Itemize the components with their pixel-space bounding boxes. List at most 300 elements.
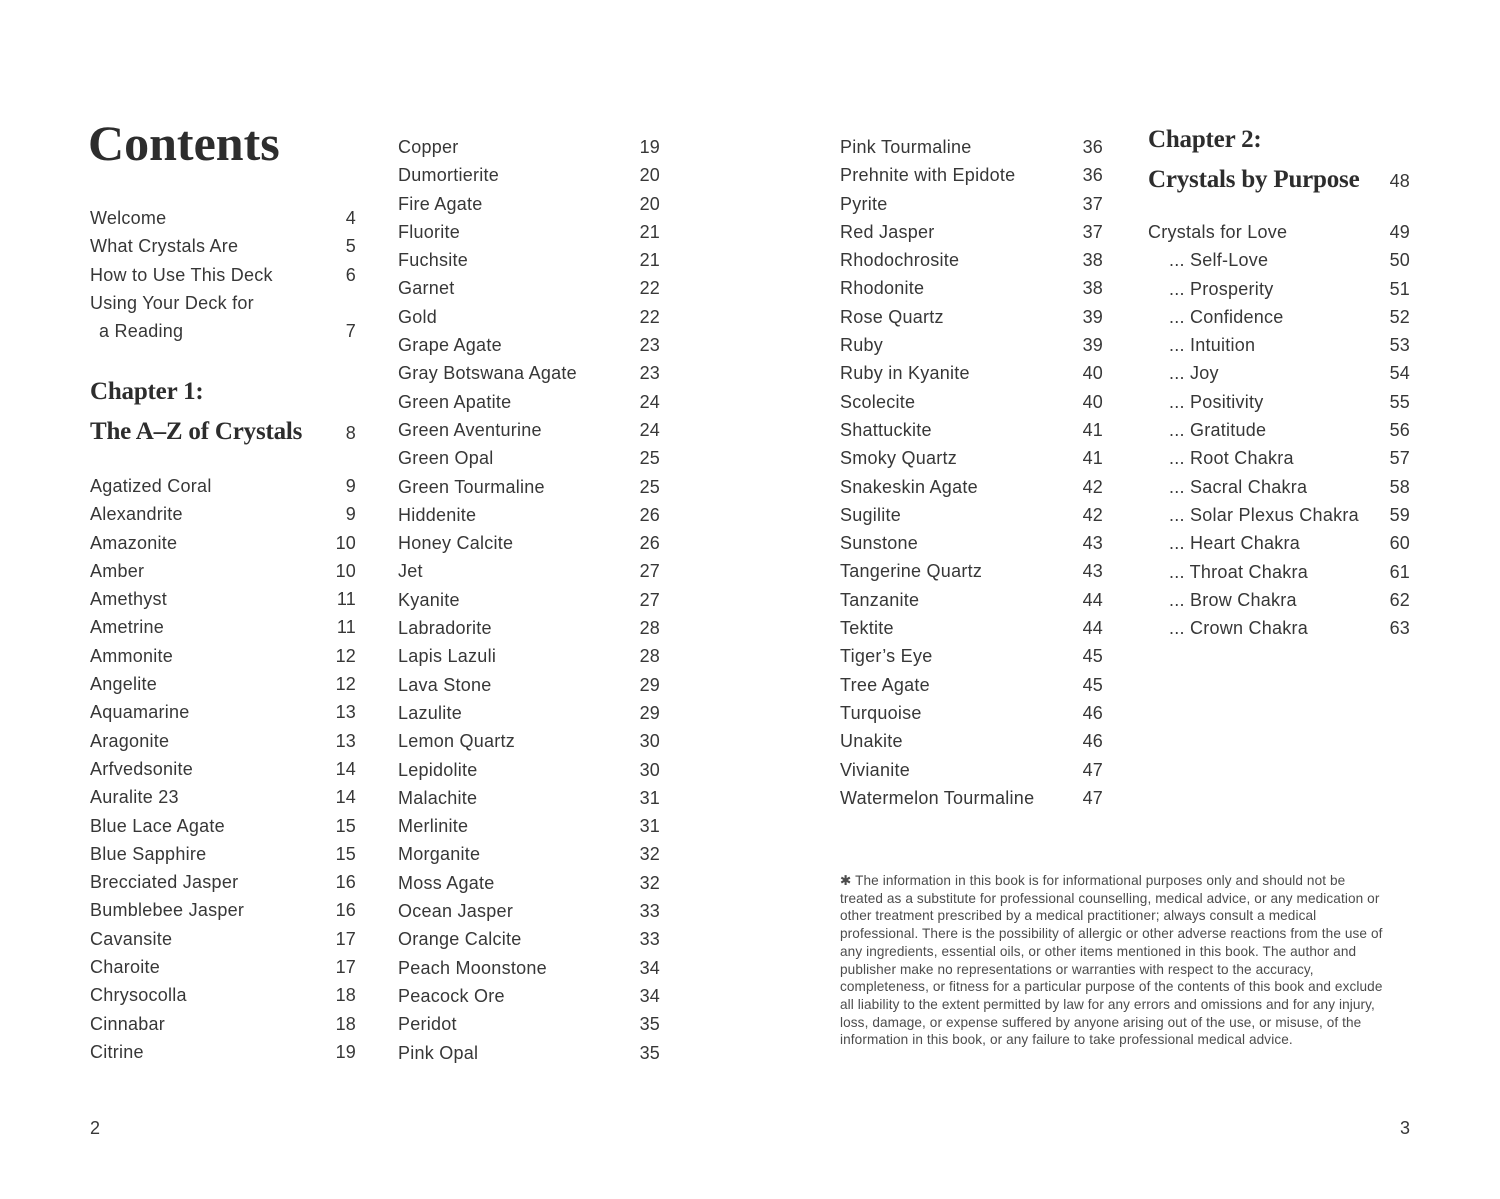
toc-entry-label: Green Opal	[398, 448, 494, 469]
toc-entry-label: Lapis Lazuli	[398, 646, 497, 667]
toc-entry	[90, 204, 356, 232]
toc-entry	[90, 925, 356, 953]
toc-entry-page: 45	[1082, 646, 1103, 667]
toc-entry-label: Amethyst	[90, 589, 168, 610]
toc-entry-page: 61	[1389, 561, 1410, 582]
toc-entry	[398, 897, 660, 925]
toc-entry	[840, 246, 1103, 274]
toc-entry-page: 46	[1082, 702, 1103, 723]
toc-entry	[398, 274, 660, 302]
toc-entry-page: 56	[1389, 420, 1410, 441]
toc-entry-label: Shattuckite	[840, 419, 932, 440]
toc-entry-label: Green Tourmaline	[398, 476, 545, 497]
toc-entry-page: 20	[639, 165, 660, 186]
toc-entry	[398, 359, 660, 387]
right-page-folio: 3	[1399, 1118, 1410, 1138]
toc-entry	[398, 642, 660, 670]
toc-entry	[398, 812, 660, 840]
toc-entry-page: 37	[1082, 193, 1103, 214]
toc-entry-page: 21	[639, 221, 660, 242]
toc-entry-page: 10	[335, 560, 356, 581]
toc-entry-label: Arfvedsonite	[90, 758, 194, 779]
toc-entry	[840, 303, 1103, 331]
toc-entry-label: Unakite	[840, 731, 903, 752]
toc-entry-page: 60	[1389, 533, 1410, 554]
toc-entry-page: 40	[1082, 391, 1103, 412]
toc-entry-label: Tree Agate	[840, 674, 930, 695]
toc-entry-label: Lazulite	[398, 702, 463, 723]
toc-entry-label: Labradorite	[398, 618, 492, 639]
toc-entry	[840, 359, 1103, 387]
toc-entry-page: 47	[1082, 787, 1103, 808]
toc-entry-label: Ocean Jasper	[398, 901, 514, 922]
toc-entry	[840, 161, 1103, 189]
toc-entry-label: Pink Opal	[398, 1042, 479, 1063]
toc-entry-page: 24	[639, 419, 660, 440]
toc-entry	[90, 613, 356, 641]
toc-entry-label: Bumblebee Jasper	[90, 900, 245, 921]
toc-entry-page: 16	[335, 900, 356, 921]
toc-entry	[1148, 614, 1410, 642]
toc-entry-label: Peridot	[398, 1014, 457, 1035]
toc-entry-page: 12	[335, 645, 356, 666]
toc-entry-page: 42	[1082, 476, 1103, 497]
toc-entry	[90, 727, 356, 755]
toc-entry-page: 31	[639, 816, 660, 837]
toc-entry-page: 18	[335, 1013, 356, 1034]
toc-entry	[840, 416, 1103, 444]
toc-entry-page: 34	[639, 985, 660, 1006]
toc-entry-page: 33	[639, 901, 660, 922]
toc-entry-page: 17	[335, 928, 356, 949]
toc-entry-page: 29	[639, 674, 660, 695]
toc-entry-page: 53	[1389, 335, 1410, 356]
toc-entry-label: Dumortierite	[398, 165, 500, 186]
toc-entry-label: ... Solar Plexus Chakra	[1169, 504, 1359, 525]
toc-entry	[398, 699, 660, 727]
toc-entry-page: 42	[1082, 504, 1103, 525]
toc-entry	[398, 473, 660, 501]
toc-entry	[840, 388, 1103, 416]
toc-entry-page: 63	[1389, 618, 1410, 639]
toc-entry-page: 47	[1082, 759, 1103, 780]
toc-entry-label: Watermelon Tourmaline	[840, 787, 1035, 808]
chapter1-page-number: 8	[345, 423, 356, 443]
toc-entry-page: 15	[335, 843, 356, 864]
toc-entry	[90, 755, 356, 783]
chapter1-label: Chapter 1:	[90, 378, 204, 405]
toc-entry	[398, 1010, 660, 1038]
toc-entry-label: Amber	[90, 560, 145, 581]
toc-entry-label: ... Gratitude	[1169, 420, 1267, 441]
toc-entry-label: Blue Lace Agate	[90, 815, 225, 836]
toc-entry-label: Using Your Deck for a Reading	[90, 292, 254, 342]
toc-entry-page: 21	[639, 250, 660, 271]
toc-entry-label: Crystals for Love	[1148, 222, 1288, 242]
front-matter-list	[90, 204, 356, 345]
toc-entry-label: Sunstone	[840, 533, 919, 554]
chapter2-title: Crystals by Purpose	[1148, 166, 1360, 193]
toc-entry	[398, 303, 660, 331]
toc-entry	[840, 133, 1103, 161]
toc-entry	[398, 416, 660, 444]
toc-entry	[398, 190, 660, 218]
toc-entry-page: 10	[335, 532, 356, 553]
toc-entry-label: Rhodochrosite	[840, 250, 960, 271]
toc-entry-label: Moss Agate	[398, 872, 495, 893]
toc-entry	[90, 868, 356, 896]
toc-entry-page: 13	[335, 702, 356, 723]
toc-column-1	[90, 472, 356, 1066]
toc-entry-label: Fuchsite	[398, 250, 469, 271]
toc-entry-label: Rose Quartz	[840, 306, 944, 327]
toc-entry-page: 13	[335, 730, 356, 751]
toc-entry	[840, 756, 1103, 784]
toc-entry	[840, 331, 1103, 359]
toc-entry	[398, 784, 660, 812]
toc-entry	[398, 614, 660, 642]
toc-entry	[1148, 444, 1410, 472]
toc-entry-label: ... Self-Love	[1169, 250, 1269, 271]
toc-entry-page: 36	[1082, 165, 1103, 186]
toc-entry-page: 30	[639, 731, 660, 752]
toc-entry-label: Fire Agate	[398, 193, 483, 214]
toc-entry	[398, 869, 660, 897]
toc-entry	[1148, 246, 1410, 274]
toc-entry-label: Auralite 23	[90, 787, 179, 808]
toc-entry-label: Honey Calcite	[398, 533, 514, 554]
toc-entry-page: 26	[639, 533, 660, 554]
toc-entry	[90, 529, 356, 557]
toc-entry-label: Tangerine Quartz	[840, 561, 983, 582]
toc-entry	[90, 500, 356, 528]
toc-entry-page: 9	[345, 476, 356, 496]
toc-entry	[840, 784, 1103, 812]
toc-entry-page: 33	[639, 929, 660, 950]
toc-entry	[398, 218, 660, 246]
toc-entry-label: Kyanite	[398, 589, 460, 610]
toc-entry-label: Green Aventurine	[398, 419, 542, 440]
toc-entry	[398, 501, 660, 529]
toc-entry-page: 57	[1389, 448, 1410, 469]
toc-column-4	[1148, 218, 1410, 642]
toc-entry	[398, 586, 660, 614]
toc-entry	[398, 331, 660, 359]
toc-entry	[1148, 359, 1410, 387]
chapter1-heading	[90, 372, 356, 453]
toc-entry-label: Lepidolite	[398, 759, 478, 780]
toc-entry-page: 44	[1082, 618, 1103, 639]
toc-entry	[90, 585, 356, 613]
toc-entry-page: 9	[345, 504, 356, 525]
toc-entry	[398, 925, 660, 953]
toc-entry	[840, 473, 1103, 501]
toc-entry	[398, 1039, 660, 1067]
toc-entry-label: Jet	[398, 561, 423, 582]
toc-column-2	[398, 133, 660, 1067]
toc-entry-label: Ruby	[840, 335, 884, 356]
toc-entry-page: 36	[1082, 137, 1103, 157]
toc-entry-label: Sugilite	[840, 504, 902, 525]
toc-entry-page: 28	[639, 618, 660, 639]
toc-entry	[1148, 331, 1410, 359]
toc-entry-label: Tiger’s Eye	[840, 646, 933, 667]
toc-entry-page: 38	[1082, 250, 1103, 271]
toc-entry-page: 30	[639, 759, 660, 780]
toc-entry	[1148, 586, 1410, 614]
toc-entry-label: How to Use This Deck	[90, 264, 273, 285]
toc-entry	[840, 190, 1103, 218]
toc-entry-page: 5	[345, 236, 356, 257]
contents-title: Contents	[88, 115, 280, 171]
toc-entry	[90, 981, 356, 1009]
toc-entry	[1148, 303, 1410, 331]
toc-entry	[398, 954, 660, 982]
toc-entry	[398, 982, 660, 1010]
toc-entry	[1148, 416, 1410, 444]
toc-entry-label: Prehnite with Epidote	[840, 165, 1016, 186]
toc-entry-page: 19	[335, 1041, 356, 1062]
toc-entry-label: Gray Botswana Agate	[398, 363, 577, 384]
toc-entry-page: 49	[1389, 222, 1410, 242]
toc-entry	[90, 698, 356, 726]
toc-entry-label: Gold	[398, 306, 438, 327]
toc-entry-page: 29	[639, 702, 660, 723]
toc-entry-label: Citrine	[90, 1041, 144, 1062]
toc-entry-label: Peacock Ore	[398, 985, 505, 1006]
toc-entry-label: Green Apatite	[398, 391, 512, 412]
toc-entry-page: 50	[1389, 250, 1410, 271]
toc-entry-label: Merlinite	[398, 816, 469, 837]
toc-entry-page: 54	[1389, 363, 1410, 384]
toc-entry	[90, 1010, 356, 1038]
toc-entry-page: 27	[639, 589, 660, 610]
toc-entry-page: 23	[639, 363, 660, 384]
toc-entry	[840, 642, 1103, 670]
toc-entry-page: 39	[1082, 335, 1103, 356]
toc-entry-page: 12	[335, 674, 356, 695]
left-page-folio: 2	[90, 1118, 101, 1138]
toc-entry-label: What Crystals Are	[90, 236, 239, 257]
toc-entry-page: 24	[639, 391, 660, 412]
toc-entry-page: 35	[639, 1042, 660, 1063]
toc-entry	[1148, 275, 1410, 303]
toc-entry	[90, 670, 356, 698]
toc-entry	[90, 289, 356, 346]
toc-entry-label: Malachite	[398, 787, 478, 808]
toc-entry-page: 45	[1082, 674, 1103, 695]
toc-entry-page: 41	[1082, 419, 1103, 440]
toc-entry-label: Ruby in Kyanite	[840, 363, 970, 384]
toc-entry	[840, 444, 1103, 472]
toc-entry	[90, 812, 356, 840]
toc-entry-label: Tektite	[840, 618, 894, 639]
toc-entry-page: 43	[1082, 533, 1103, 554]
toc-entry-label: Tanzanite	[840, 589, 920, 610]
toc-entry-page: 19	[639, 137, 660, 157]
toc-entry-label: Garnet	[398, 278, 455, 299]
toc-entry	[840, 501, 1103, 529]
toc-entry-page: 6	[345, 264, 356, 285]
toc-entry-label: Grape Agate	[398, 335, 502, 356]
toc-entry	[90, 896, 356, 924]
toc-entry-page: 4	[345, 208, 356, 228]
toc-entry	[840, 274, 1103, 302]
toc-entry-page: 15	[335, 815, 356, 836]
toc-entry-label: Orange Calcite	[398, 929, 522, 950]
toc-entry	[840, 218, 1103, 246]
toc-entry	[398, 444, 660, 472]
toc-entry	[1148, 529, 1410, 557]
toc-entry-label: Ametrine	[90, 617, 165, 638]
toc-entry-label: ... Sacral Chakra	[1169, 476, 1308, 497]
toc-entry-page: 37	[1082, 221, 1103, 242]
toc-entry-page: 55	[1389, 391, 1410, 412]
toc-column-3	[840, 133, 1103, 812]
toc-entry-label: ... Prosperity	[1169, 278, 1274, 299]
toc-entry-label: Agatized Coral	[90, 476, 212, 496]
toc-entry-label: Amazonite	[90, 532, 178, 553]
toc-entry	[398, 529, 660, 557]
toc-entry-label: Pink Tourmaline	[840, 137, 972, 157]
toc-entry	[90, 840, 356, 868]
toc-entry-page: 14	[335, 758, 356, 779]
toc-entry-label: ... Crown Chakra	[1169, 618, 1309, 639]
toc-entry-label: Turquoise	[840, 702, 922, 723]
toc-entry	[840, 586, 1103, 614]
toc-entry-page: 32	[639, 844, 660, 865]
toc-entry-page: 43	[1082, 561, 1103, 582]
toc-entry-label: ... Joy	[1169, 363, 1219, 384]
toc-entry	[840, 614, 1103, 642]
toc-entry-label: Rhodonite	[840, 278, 925, 299]
toc-entry-page: 26	[639, 504, 660, 525]
toc-entry	[1148, 473, 1410, 501]
toc-entry-label: Lava Stone	[398, 674, 492, 695]
toc-entry-page: 14	[335, 787, 356, 808]
toc-entry-page: 34	[639, 957, 660, 978]
toc-entry-label: ... Confidence	[1169, 306, 1284, 327]
toc-entry	[840, 699, 1103, 727]
toc-entry-label: ... Brow Chakra	[1169, 589, 1297, 610]
toc-entry-label: Ammonite	[90, 645, 174, 666]
toc-entry-page: 40	[1082, 363, 1103, 384]
toc-entry-page: 17	[335, 957, 356, 978]
medical-disclaimer: ✱ The information in this book is for informational purposes only and should not be treated as a substitute for professional counselling, medical advice, or any medication or other treatment prescribed by a medical practitioner; always consult a medical professional. There is the possibility of allergic or other adverse reactions from the use of any ingredients, essential oils, or other items mentioned in this book. The author and publisher make no representations or warranties with respect to the accuracy, completeness, or fitness for a particular purpose of the contents of this book and exclude all liability to the extent permitted by law for any errors and omissions and for any injury, loss, damage, or expense suffered by anyone arising out of the use, or misuse, of the information in this book, or any failure to take professional medical advice.	[840, 873, 1383, 1048]
toc-entry-label: Pyrite	[840, 193, 888, 214]
toc-entry-page: 35	[639, 1014, 660, 1035]
toc-entry	[1148, 388, 1410, 416]
toc-entry	[398, 133, 660, 161]
toc-entry-label: Angelite	[90, 674, 158, 695]
toc-entry	[398, 388, 660, 416]
toc-entry-label: Cinnabar	[90, 1013, 166, 1034]
toc-entry	[398, 246, 660, 274]
toc-entry	[398, 840, 660, 868]
toc-entry	[90, 472, 356, 500]
toc-entry-page: 51	[1389, 278, 1410, 299]
toc-entry-label: Brecciated Jasper	[90, 872, 239, 893]
toc-entry	[840, 671, 1103, 699]
toc-entry-page: 27	[639, 561, 660, 582]
toc-entry	[90, 783, 356, 811]
toc-entry-label: ... Positivity	[1169, 391, 1264, 412]
toc-entry-label: Fluorite	[398, 221, 461, 242]
toc-entry-label: Cavansite	[90, 928, 173, 949]
toc-entry-page: 39	[1082, 306, 1103, 327]
toc-entry-page: 62	[1389, 589, 1410, 610]
toc-entry-page: 11	[336, 617, 356, 638]
toc-entry-label: Lemon Quartz	[398, 731, 516, 752]
toc-entry-page: 11	[336, 589, 356, 610]
toc-entry	[90, 642, 356, 670]
toc-entry-page: 25	[639, 476, 660, 497]
toc-entry	[398, 161, 660, 189]
toc-entry-label: Alexandrite	[90, 504, 183, 525]
toc-entry-label: Welcome	[90, 208, 167, 228]
chapter2-heading	[1148, 120, 1410, 201]
toc-entry	[90, 232, 356, 260]
toc-entry	[90, 261, 356, 289]
toc-entry-page: 38	[1082, 278, 1103, 299]
toc-entry	[398, 557, 660, 585]
toc-entry-label: Aragonite	[90, 730, 170, 751]
toc-entry-page: 52	[1389, 306, 1410, 327]
toc-entry	[840, 727, 1103, 755]
toc-entry-page: 22	[639, 278, 660, 299]
toc-entry-label: Aquamarine	[90, 702, 190, 723]
toc-entry	[1148, 558, 1410, 586]
toc-entry	[90, 1038, 356, 1066]
toc-entry-page: 25	[639, 448, 660, 469]
toc-entry	[398, 671, 660, 699]
chapter1-title: The A–Z of Crystals	[90, 418, 303, 445]
toc-entry	[1148, 218, 1410, 246]
chapter2-page-number: 48	[1389, 171, 1410, 191]
toc-entry-label: Peach Moonstone	[398, 957, 547, 978]
toc-entry-label: ... Heart Chakra	[1169, 533, 1301, 554]
toc-entry-label: Morganite	[398, 844, 481, 865]
toc-entry-label: Charoite	[90, 957, 161, 978]
toc-entry-label: ... Throat Chakra	[1169, 561, 1308, 582]
toc-entry-page: 59	[1389, 504, 1410, 525]
toc-entry-page: 28	[639, 646, 660, 667]
toc-entry	[840, 557, 1103, 585]
toc-entry	[90, 953, 356, 981]
toc-entry	[90, 557, 356, 585]
toc-entry-page: 58	[1389, 476, 1410, 497]
toc-entry	[1148, 501, 1410, 529]
toc-entry-page: 7	[345, 321, 356, 342]
toc-entry-label: ... Intuition	[1169, 335, 1256, 356]
toc-entry-label: Red Jasper	[840, 221, 935, 242]
toc-entry-label: ... Root Chakra	[1169, 448, 1294, 469]
toc-entry-label: Scolecite	[840, 391, 916, 412]
toc-entry-label: Snakeskin Agate	[840, 476, 978, 497]
chapter2-label: Chapter 2:	[1148, 126, 1262, 153]
toc-entry	[840, 529, 1103, 557]
toc-entry-page: 20	[639, 193, 660, 214]
toc-entry-page: 46	[1082, 731, 1103, 752]
toc-entry-page: 31	[639, 787, 660, 808]
toc-entry-page: 23	[639, 335, 660, 356]
toc-entry	[398, 756, 660, 784]
toc-entry-label: Chrysocolla	[90, 985, 187, 1006]
toc-entry-page: 41	[1082, 448, 1103, 469]
toc-entry-page: 32	[639, 872, 660, 893]
toc-entry-label: Copper	[398, 137, 459, 157]
toc-entry-label: Smoky Quartz	[840, 448, 958, 469]
